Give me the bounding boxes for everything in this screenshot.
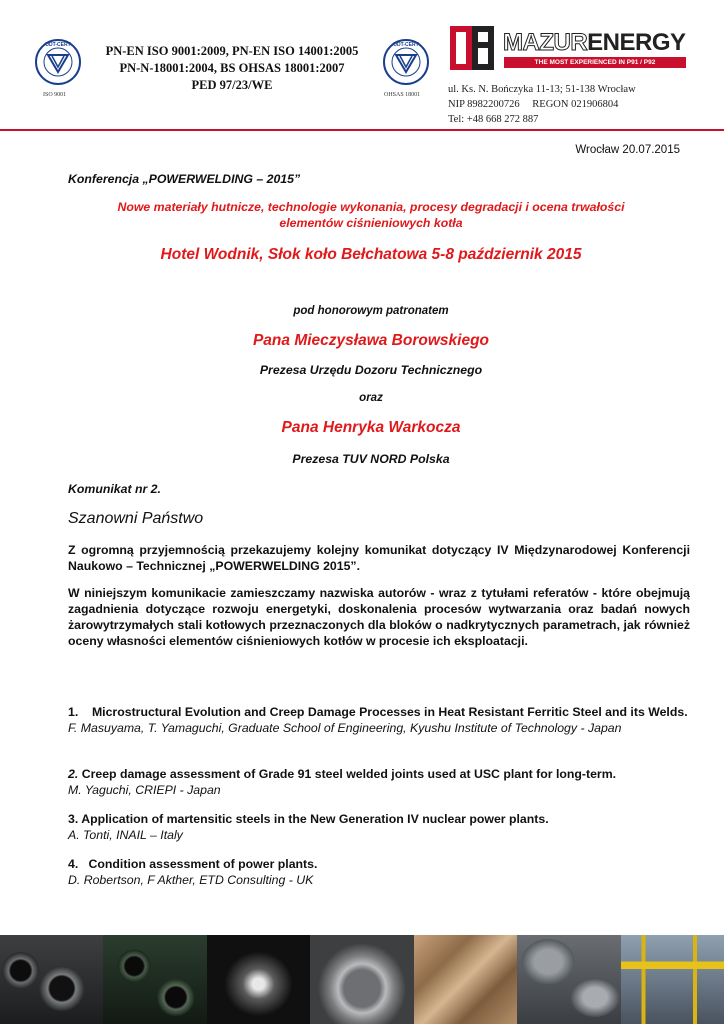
scope-paragraph: W niniejszym komunikacie zamieszczamy nazwiska autorów - wraz z tytułami referatów - które obejmują zagadnienia dotyczące rozwoju energetyki, doskonalenia procesów wytwarzania oraz badań nowych żarowytrzymałych stali kotłowych przeznaczonych dla bloków o nadkrytycznych parametrach, jak również oceny własności elementów ciśnieniowych kotłów w procesie ich eksploatacji. [68, 586, 690, 648]
company-registration [448, 99, 618, 110]
paper-item [68, 812, 690, 843]
paper-number: 1. [68, 705, 79, 719]
paper-title: Creep damage assessment of Grade 91 steel welded joints used at USC plant for long-term. [81, 767, 617, 781]
standards-line-2: PN-N-18001:2004, BS OHSAS 18001:2007 [119, 61, 345, 75]
company-regon: REGON 021906804 [532, 99, 619, 110]
header-divider [0, 129, 724, 131]
brand-name-energy: ENERGY [587, 29, 686, 56]
letter-date: Wrocław 20.07.2015 [575, 144, 680, 156]
paper-title: Application of martensitic steels in the New Generation IV nuclear power plants. [81, 812, 549, 826]
company-address: ul. Ks. N. Bończyka 11-13; 51-138 Wrocław [448, 84, 636, 95]
brand-tagline: THE MOST EXPERIENCED IN P91 / P92 [504, 57, 686, 68]
paper-authors: A. Tonti, INAIL – Italy [68, 828, 183, 842]
paper-number: 3. [68, 812, 79, 826]
steel-pipes-photo [0, 935, 103, 1024]
brand-name-mazur: MAZUR [503, 29, 588, 56]
paper-number: 4. [68, 857, 79, 871]
ohsas-18001-caption: OHSAS 18001 [384, 92, 421, 98]
curved-pipes-photo [414, 935, 517, 1024]
standards-line-1: PN-EN ISO 9001:2009, PN-EN ISO 14001:2005 [105, 44, 359, 58]
svg-text:UDT-CERT: UDT-CERT [45, 42, 71, 48]
mazur-energy-logo-icon [446, 22, 498, 74]
paper-number: 2. [68, 767, 79, 781]
communique-number: Komunikat nr 2. [68, 482, 161, 496]
paper-item [68, 767, 690, 798]
dark-fitting-photo [207, 935, 310, 1024]
paper-authors: D. Robertson, F Akther, ETD Consulting - UK [68, 873, 314, 887]
conference-venue: Hotel Wodnik, Słok koło Bełchatowa 5-8 październik 2015 [160, 246, 582, 263]
patronage-label: pod honorowym patronatem [293, 305, 449, 317]
conference-topic [60, 199, 682, 231]
large-ring-photo [310, 935, 413, 1024]
standards-line-3: PED 97/23/WE [191, 78, 273, 92]
svg-text:UDT-CERT: UDT-CERT [393, 42, 419, 48]
patron-1-name: Pana Mieczysława Borowskiego [252, 332, 490, 349]
paper-title: Microstructural Evolution and Creep Damage Processes in Heat Resistant Ferritic Steel and its Welds. [91, 705, 688, 719]
brand-name [503, 30, 686, 56]
company-nip: NIP 8982200726 [448, 99, 520, 110]
patron-2-role: Prezesa TUV NORD Polska [292, 452, 450, 466]
paper-item [68, 705, 690, 736]
salutation: Szanowni Państwo [68, 510, 204, 527]
company-phone: Tel: +48 668 272 887 [448, 114, 539, 125]
crane-hall-photo [621, 935, 724, 1024]
paper-title: Condition assessment of power plants. [88, 857, 318, 871]
patron-1-role: Prezesa Urzędu Dozoru Technicznego [259, 363, 483, 377]
paper-authors: M. Yaguchi, CRIEPI - Japan [68, 783, 221, 797]
udt-cert-ohsas-badge-icon [382, 38, 430, 86]
industrial-photo-strip [0, 935, 724, 1024]
iso-9001-caption: ISO 9001 [43, 92, 67, 98]
conference-topic-line-1: Nowe materiały hutnicze, technologie wykonania, procesy degradacji i ocena trwałości [117, 200, 625, 214]
paper-authors: F. Masuyama, T. Yamaguchi, Graduate School of Engineering, Kyushu Institute of Technology - Japan [68, 721, 622, 735]
pipe-ends-photo [103, 935, 206, 1024]
conference-topic-line-2: elementów ciśnieniowych kotła [279, 216, 463, 230]
conjunction-oraz: oraz [359, 392, 383, 404]
patron-2-name: Pana Henryka Warkocza [281, 419, 461, 436]
paper-item [68, 857, 690, 888]
conference-name: Konferencja „POWERWELDING – 2015” [68, 172, 301, 186]
intro-paragraph: Z ogromną przyjemnością przekazujemy kolejny komunikat dotyczący IV Międzynarodowej Konferencji Naukowo – Technicznej „POWERWELDING 2015”. [68, 543, 690, 573]
pipe-bends-photo [517, 935, 620, 1024]
udt-cert-iso-badge-icon [34, 38, 82, 86]
